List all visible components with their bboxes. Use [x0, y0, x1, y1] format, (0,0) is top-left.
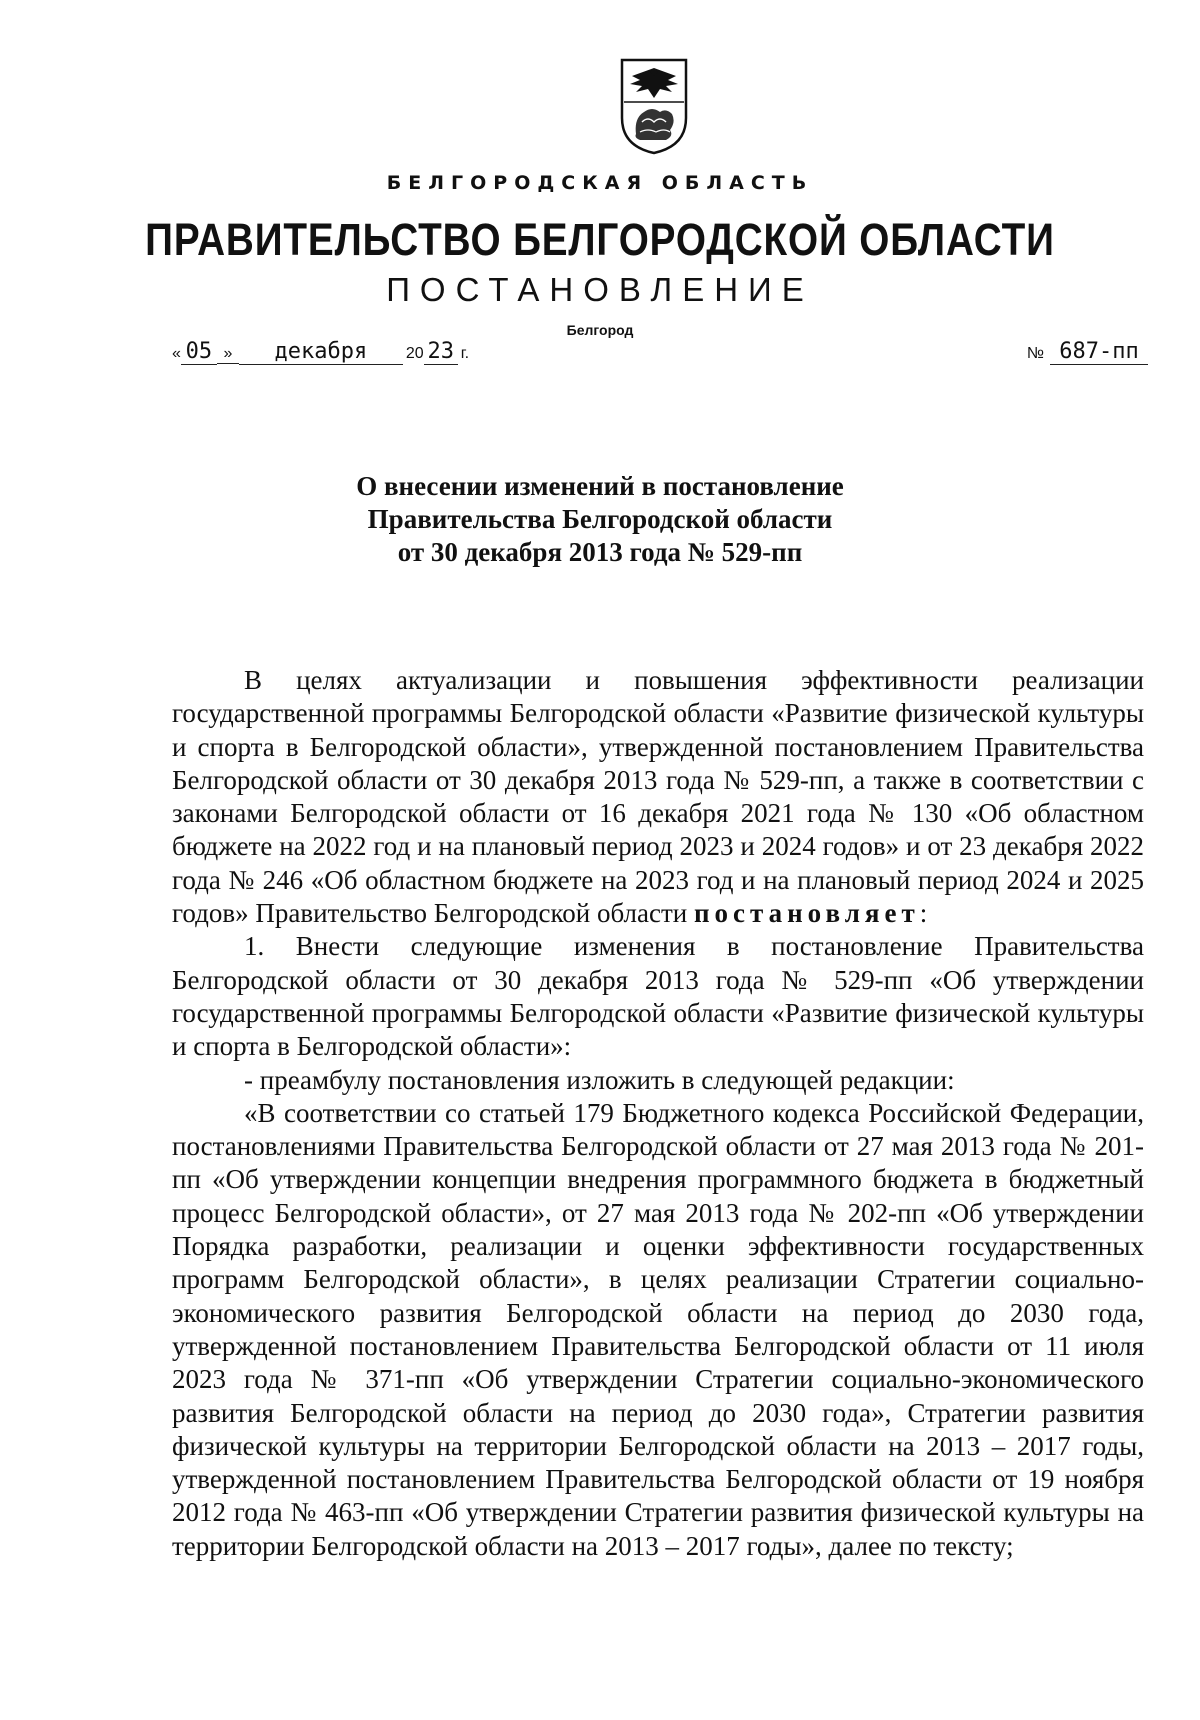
date-open-quote: «	[172, 345, 181, 362]
preamble-end: :	[919, 898, 928, 929]
date-line	[172, 339, 469, 365]
document-number-line	[1027, 339, 1148, 365]
item-1-paragraph: 1. Внести следующие изменения в постановление Правительства Белгородской области от 30 декабря 2013 года № 529-пп «Об утверждении государственной программы Белгородской области «Развитие физической культуры и спорта в Белгородской области»:	[172, 931, 1144, 1062]
city-name: Белгород	[566, 322, 634, 338]
region-name: БЕЛГОРОДСКАЯ ОБЛАСТЬ	[386, 172, 814, 194]
number-sign: №	[1026, 345, 1044, 362]
date-day: 05	[181, 339, 217, 365]
date-year-prefix: 20	[405, 345, 424, 362]
date-year-abbr: г.	[460, 345, 470, 362]
date-year-suffix: 23	[424, 339, 458, 365]
date-month: декабря	[239, 339, 403, 365]
document-number: 687-пп	[1050, 339, 1148, 365]
quoted-preamble-paragraph: «В соответствии со статьей 179 Бюджетного кодекса Российской Федерации, постановлениями Правительства Белгородской области от 27 мая 2013 года № 201-пп «Об утверждении концепции внедрения программного бюджета в бюджетный процесс Белгородской области», от 27 мая 2013 года № 202-пп «Об утверждении Порядка разработки, реализации и оценки эффективности государственных программ Белгородской области», в целях реализации Стратегии социально-экономического развития Белгородской области на период до 2030 года, утвержденной постановлением Правительства Белгородской области от 11 июля 2023 года № 371-пп «Об утверждении Стратегии социально-экономического развития Белгородской области на период до 2030 года», Стратегии развития физической культуры на территории Белгородской области на 2013 – 2017 годы, утвержденной постановлением Правительства Белгородской области от 19 ноября 2012 года № 463-пп «Об утверждении Стратегии развития физической культуры на территории Белгородской области на 2013 – 2017 годы», далее по тексту;	[172, 1097, 1144, 1561]
government-name: ПРАВИТЕЛЬСТВО БЕЛГОРОДСКОЙ ОБЛАСТИ	[145, 214, 1055, 265]
title-line-3: от 30 декабря 2013 года № 529-пп	[397, 537, 803, 567]
document-title	[0, 470, 1200, 569]
decree-word: постановляет	[693, 898, 920, 929]
belgorod-coat-of-arms-icon	[618, 56, 690, 156]
document-body	[172, 664, 1144, 1563]
preamble-text: В целях актуализации и повышения эффективности реализации государственной программы Белгородской области «Развитие физической культуры и спорта в Белгородской области», утвержденной постановлением Правительства Белгородской области от 30 декабря 2013 года № 529-пп, а также в соответствии с законами Белгородской области от 16 декабря 2021 года № 130 «Об областном бюджете на 2022 год и на плановый период 2023 и 2024 годов» и от 23 декабря 2022 года № 246 «Об областном бюджете на 2023 год и на плановый период 2024 и 2025 годов» Правительство Белгородской области	[172, 665, 1144, 929]
document-type: ПОСТАНОВЛЕНИЕ	[386, 271, 814, 308]
title-line-1: О внесении изменений в постановление	[356, 471, 844, 501]
item-1-subparagraph: - преамбулу постановления изложить в следующей редакции:	[244, 1064, 955, 1095]
preamble-paragraph	[172, 664, 1144, 930]
date-close-quote: »	[217, 345, 239, 364]
title-line-2: Правительства Белгородской области	[367, 504, 833, 534]
